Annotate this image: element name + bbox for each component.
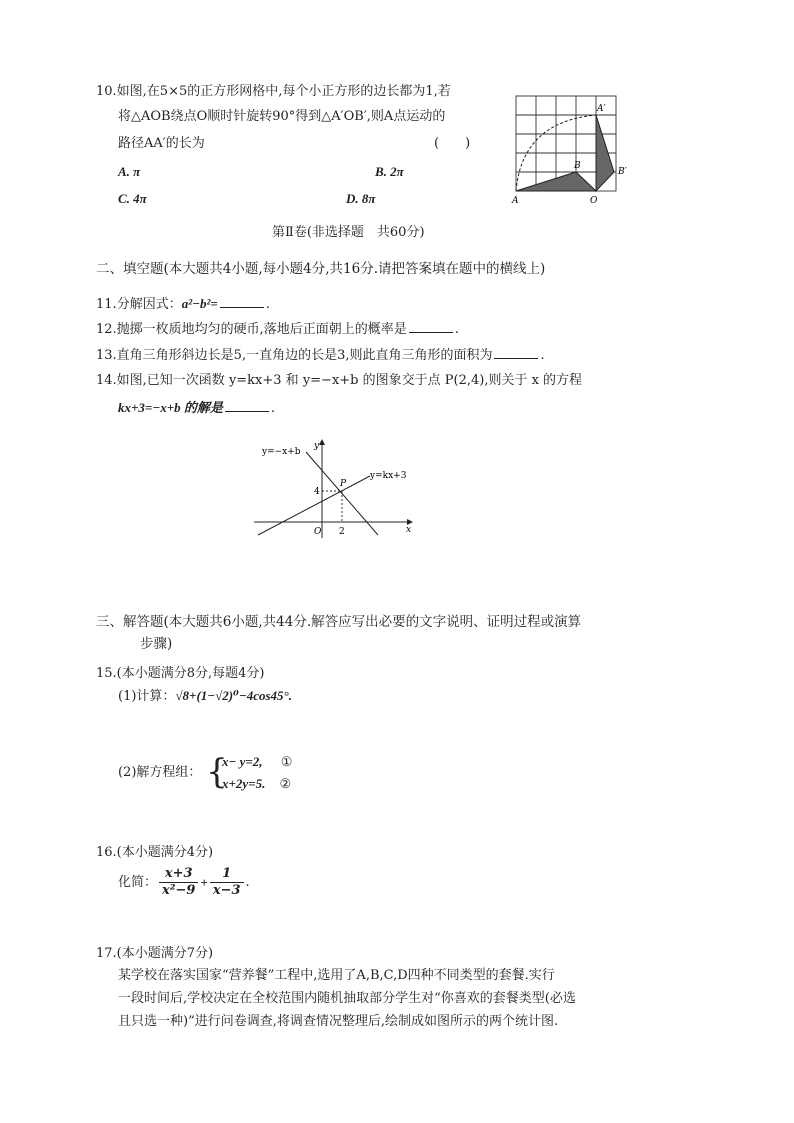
label-origin: O: [314, 527, 322, 537]
q15-equation-1-mark: ①: [280, 755, 293, 770]
q10-rotation-figure: [508, 92, 632, 208]
q17-heading: 17.(本小题满分7分): [96, 946, 214, 961]
q10-line2: 将△AOB绕点O顺时针旋转90°得到△A′OB′,则A点运动的: [118, 109, 446, 124]
q15-equation-1: x− y=2,: [222, 754, 263, 769]
q14-equation: kx+3=−x+b 的解是: [118, 400, 223, 415]
q14-function-graph: [252, 436, 422, 540]
section3-heading-line2: 步骤): [140, 636, 173, 652]
q11: [96, 294, 270, 315]
q15-heading: 15.(本小题满分8分,每题4分): [96, 666, 265, 681]
q12-end: .: [454, 322, 459, 337]
label-y: y: [314, 441, 320, 451]
q16-fraction-2-numerator: 1: [210, 866, 244, 883]
q17-line1: 某学校在落实国家“营养餐”工程中,选用了A,B,C,D四种不同类型的套餐.实行: [118, 968, 555, 983]
q11-expr: a²−b²=: [181, 296, 218, 311]
q12-answer-blank[interactable]: [409, 320, 453, 333]
q11-prefix: 分解因式：: [116, 297, 182, 312]
q10-option-b: B. 2π: [375, 164, 404, 179]
q14-end: .: [270, 401, 275, 416]
section3-heading-line1: 三、解答题(本大题共6小题,共44分.解答应写出必要的文字说明、证明过程或演算: [96, 614, 582, 630]
q10-option-c: C. 4π: [118, 191, 147, 206]
q14-answer-blank[interactable]: [225, 399, 269, 412]
q15-equation-2-mark: ②: [279, 777, 292, 792]
q16-plus: +: [200, 874, 208, 890]
q11-answer-blank[interactable]: [220, 295, 264, 308]
q10-option-d: D. 8π: [346, 191, 376, 206]
label-four: 4: [314, 487, 320, 497]
q13: [96, 346, 545, 366]
q12-text: 12.抛掷一枚质地均匀的硬币,落地后正面朝上的概率是: [96, 322, 407, 337]
q16-fraction-1-numerator: x+3: [159, 866, 198, 883]
q16-expression: [118, 866, 250, 899]
label-a: A: [512, 196, 519, 206]
q15-equation-2-row: [222, 774, 291, 795]
q16-fraction-1: [159, 866, 198, 899]
q15-equation-1-row: [222, 752, 292, 773]
q10-line1: 10.如图,在5×5的正方形网格中,每个小正方形的边长都为1,若: [96, 84, 451, 99]
q15-part1-expression: √8+(1−√2)⁰−4cos45°.: [175, 688, 292, 703]
q12: [96, 320, 459, 340]
q15-part1-label: (1)计算：: [118, 689, 176, 704]
label-b-prime: B′: [618, 167, 627, 177]
section2-heading: 二、填空题(本大题共4小题,每小题4分,共16分.请把答案填在题中的横线上): [96, 261, 546, 277]
q15-equation-2: x+2y=5.: [222, 776, 266, 791]
q13-answer-blank[interactable]: [494, 346, 538, 359]
q16-fraction-2: [210, 866, 244, 899]
q15-system-brace: {: [206, 752, 228, 792]
q17-line3: 且只选一种)”进行问卷调查,将调查情况整理后,绘制成如图所示的两个统计图.: [118, 1014, 559, 1029]
label-x: x: [406, 525, 412, 535]
q10-line3: 路径AA′的长为: [118, 136, 205, 151]
q15-part1: [118, 686, 292, 707]
q16-heading: 16.(本小题满分4分): [96, 845, 214, 860]
label-line-kx-plus-3: y=kx+3: [370, 471, 407, 481]
label-two: 2: [339, 527, 345, 537]
q16-end: .: [245, 874, 250, 890]
label-a-prime: A′: [597, 104, 606, 114]
part2-title: 第Ⅱ卷(非选择题 共60分): [272, 225, 425, 240]
q16-fraction-2-denominator: x−3: [212, 883, 241, 898]
q10-answer-bracket: ( ): [434, 136, 471, 151]
q16-label: 化简：: [118, 874, 158, 890]
label-b: B: [574, 161, 581, 171]
q15-part2-label: (2)解方程组：: [118, 765, 202, 780]
q14-line1: 14.如图,已知一次函数 y=kx+3 和 y=−x+b 的图象交于点 P(2,4),则关于 x 的方程: [96, 373, 583, 388]
q14-line2: [118, 398, 275, 419]
label-line-neg-x-plus-b: y=−x+b: [262, 447, 301, 457]
label-o: O: [590, 196, 598, 206]
q11-num: 11.: [96, 297, 117, 312]
q11-end: .: [265, 297, 270, 312]
q13-text: 13.直角三角形斜边长是5,一直角边的长是3,则此直角三角形的面积为: [96, 348, 493, 363]
q16-fraction-1-denominator: x²−9: [162, 883, 196, 898]
q10-option-a: A. π: [118, 164, 141, 179]
label-p: P: [340, 479, 347, 489]
q13-end: .: [540, 348, 545, 363]
q17-line2: 一段时间后,学校决定在全校范围内随机抽取部分学生对“你喜欢的套餐类型(必选: [118, 991, 576, 1006]
